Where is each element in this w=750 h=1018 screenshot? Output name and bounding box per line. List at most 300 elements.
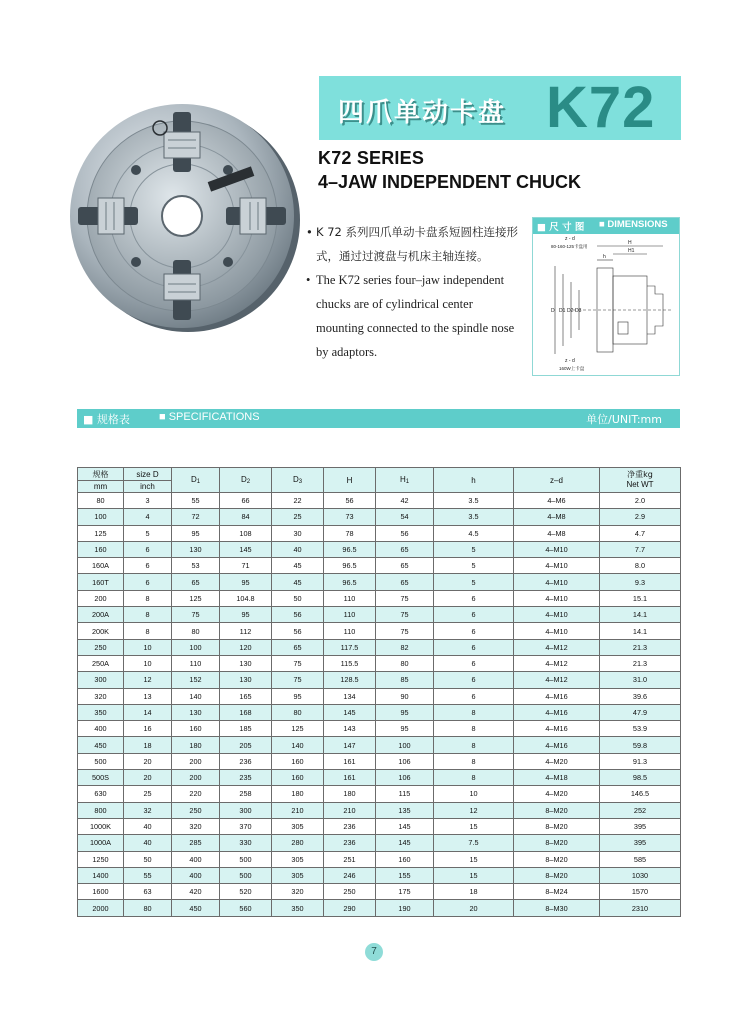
cell-d1: 140: [172, 688, 220, 704]
cell-h1: 145: [376, 818, 434, 834]
cell-d3: 210: [272, 802, 324, 818]
cell-hsmall: 3.5: [434, 493, 514, 509]
dim-label-D: D: [551, 308, 555, 314]
cell-d1: 125: [172, 590, 220, 606]
header-mm: mm: [78, 481, 124, 493]
cell-mm: 400: [78, 721, 124, 737]
cell-d1: 420: [172, 884, 220, 900]
cell-zd: 4–M16: [514, 688, 600, 704]
cell-h: 73: [324, 509, 376, 525]
cell-d1: 75: [172, 607, 220, 623]
cell-d2: 258: [220, 786, 272, 802]
cell-d1: 95: [172, 525, 220, 541]
cell-h: 236: [324, 835, 376, 851]
dim-label-bolt-bottom: 160W上卡盘: [559, 366, 585, 371]
cell-weight: 98.5: [600, 770, 681, 786]
cell-d3: 160: [272, 753, 324, 769]
cell-d2: 165: [220, 688, 272, 704]
cell-h: 110: [324, 590, 376, 606]
cell-h: 115.5: [324, 655, 376, 671]
cell-d1: 100: [172, 639, 220, 655]
cell-d3: 56: [272, 623, 324, 639]
cell-h1: 65: [376, 574, 434, 590]
cell-inch: 4: [124, 509, 172, 525]
cell-d1: 200: [172, 770, 220, 786]
cell-inch: 12: [124, 672, 172, 688]
cell-zd: 4–M16: [514, 721, 600, 737]
cell-mm: 200: [78, 590, 124, 606]
cell-d1: 72: [172, 509, 220, 525]
cell-mm: 300: [78, 672, 124, 688]
cell-zd: 4–M10: [514, 590, 600, 606]
cell-weight: 1570: [600, 884, 681, 900]
header-d2: $D_2$: [220, 468, 272, 493]
cell-h1: 90: [376, 688, 434, 704]
cell-mm: 350: [78, 704, 124, 720]
cell-hsmall: 6: [434, 672, 514, 688]
cell-mm: 250: [78, 639, 124, 655]
cell-h1: 106: [376, 753, 434, 769]
cell-d2: 130: [220, 655, 272, 671]
cell-h1: 155: [376, 867, 434, 883]
cell-d1: 65: [172, 574, 220, 590]
cell-h1: 190: [376, 900, 434, 916]
table-row: [78, 525, 681, 541]
cell-inch: 25: [124, 786, 172, 802]
cell-h: 145: [324, 704, 376, 720]
cell-mm: 1000K: [78, 818, 124, 834]
cell-h1: 65: [376, 541, 434, 557]
cell-weight: 53.9: [600, 721, 681, 737]
cell-zd: 8–M20: [514, 802, 600, 818]
cell-h: 143: [324, 721, 376, 737]
cell-inch: 40: [124, 835, 172, 851]
cell-weight: 59.8: [600, 737, 681, 753]
cell-zd: 8–M24: [514, 884, 600, 900]
table-row: [78, 574, 681, 590]
cell-d2: 500: [220, 867, 272, 883]
cell-h1: 175: [376, 884, 434, 900]
cell-hsmall: 15: [434, 867, 514, 883]
cell-zd: 4–M12: [514, 655, 600, 671]
dimensions-panel: [532, 217, 680, 376]
cell-d3: 56: [272, 607, 324, 623]
cell-mm: 500S: [78, 770, 124, 786]
table-row: [78, 623, 681, 639]
model-code: K72: [546, 75, 656, 140]
specifications-header-bar: [77, 409, 680, 428]
cell-mm: 1250: [78, 851, 124, 867]
specifications-label-english: ■ SPECIFICATIONS: [159, 411, 260, 423]
page-number: 7: [365, 943, 383, 961]
cell-inch: 8: [124, 607, 172, 623]
cell-weight: 21.3: [600, 639, 681, 655]
cell-d3: 75: [272, 672, 324, 688]
cell-d1: 55: [172, 493, 220, 509]
cell-zd: 4–M8: [514, 525, 600, 541]
cell-mm: 800: [78, 802, 124, 818]
cell-d3: 125: [272, 721, 324, 737]
table-row: [78, 884, 681, 900]
cell-d2: 104.8: [220, 590, 272, 606]
cell-d3: 80: [272, 704, 324, 720]
cell-hsmall: 6: [434, 607, 514, 623]
cell-zd: 8–M20: [514, 835, 600, 851]
cell-inch: 8: [124, 623, 172, 639]
cell-inch: 13: [124, 688, 172, 704]
cell-h1: 106: [376, 770, 434, 786]
cell-inch: 10: [124, 639, 172, 655]
cell-d2: 560: [220, 900, 272, 916]
cell-inch: 50: [124, 851, 172, 867]
cell-d3: 22: [272, 493, 324, 509]
cell-h: 161: [324, 770, 376, 786]
cell-weight: 14.1: [600, 607, 681, 623]
cell-zd: 8–M20: [514, 867, 600, 883]
cell-d3: 305: [272, 818, 324, 834]
dim-label-D3: D3: [575, 308, 582, 314]
cell-h: 96.5: [324, 541, 376, 557]
cell-d1: 220: [172, 786, 220, 802]
dim-label-H1: H1: [628, 248, 635, 254]
cell-h1: 145: [376, 835, 434, 851]
cell-d3: 40: [272, 541, 324, 557]
table-header: [78, 468, 681, 493]
cell-mm: 200A: [78, 607, 124, 623]
unit-label: 单位/UNIT:mm: [586, 413, 662, 426]
table-row: [78, 655, 681, 671]
cell-d2: 168: [220, 704, 272, 720]
cell-weight: 146.5: [600, 786, 681, 802]
dimensions-label-chinese: ■ 尺 寸 图: [537, 222, 585, 233]
cell-mm: 1000A: [78, 835, 124, 851]
cell-weight: 2.9: [600, 509, 681, 525]
cell-d2: 235: [220, 770, 272, 786]
cell-zd: 4–M18: [514, 770, 600, 786]
header-spec: 规格: [78, 468, 124, 481]
cell-d2: 112: [220, 623, 272, 639]
dim-label-h: h: [603, 254, 606, 260]
cell-inch: 6: [124, 541, 172, 557]
cell-hsmall: 6: [434, 639, 514, 655]
cell-d1: 130: [172, 704, 220, 720]
table-row: [78, 721, 681, 737]
cell-d2: 300: [220, 802, 272, 818]
cell-d2: 205: [220, 737, 272, 753]
cell-weight: 2310: [600, 900, 681, 916]
series-title: K72 SERIES: [318, 148, 425, 168]
cell-h1: 100: [376, 737, 434, 753]
cell-zd: 4–M8: [514, 509, 600, 525]
cell-hsmall: 4.5: [434, 525, 514, 541]
cell-weight: 585: [600, 851, 681, 867]
cell-h1: 160: [376, 851, 434, 867]
header-inch: inch: [124, 481, 172, 493]
header-weight-en: Net WT: [626, 480, 654, 489]
cell-hsmall: 5: [434, 541, 514, 557]
cell-inch: 80: [124, 900, 172, 916]
specifications-table: [77, 467, 681, 917]
cell-d2: 330: [220, 835, 272, 851]
cell-d2: 71: [220, 558, 272, 574]
cell-h: 56: [324, 493, 376, 509]
cell-h: 110: [324, 607, 376, 623]
cell-d3: 75: [272, 655, 324, 671]
cell-hsmall: 6: [434, 590, 514, 606]
table-row: [78, 590, 681, 606]
cell-zd: 4–M10: [514, 623, 600, 639]
cell-zd: 4–M10: [514, 607, 600, 623]
cell-d2: 145: [220, 541, 272, 557]
cell-h: 128.5: [324, 672, 376, 688]
cell-hsmall: 6: [434, 655, 514, 671]
cell-mm: 2000: [78, 900, 124, 916]
product-title: 4–JAW INDEPENDENT CHUCK: [318, 172, 582, 192]
cell-zd: 8–M30: [514, 900, 600, 916]
cell-weight: 1030: [600, 867, 681, 883]
header-size: size D: [124, 468, 172, 481]
cell-zd: 8–M20: [514, 851, 600, 867]
cell-h: 236: [324, 818, 376, 834]
cell-h1: 42: [376, 493, 434, 509]
cell-mm: 100: [78, 509, 124, 525]
cell-h: 290: [324, 900, 376, 916]
cell-h1: 115: [376, 786, 434, 802]
cell-weight: 395: [600, 835, 681, 851]
cell-d2: 236: [220, 753, 272, 769]
cell-inch: 32: [124, 802, 172, 818]
cell-hsmall: 3.5: [434, 509, 514, 525]
description-chinese-text: K 72 系列四爪单动卡盘系短圆柱连接形式，通过过渡盘与机床主轴连接。: [316, 225, 518, 263]
table-row: [78, 770, 681, 786]
cell-d1: 250: [172, 802, 220, 818]
chuck-product-image: [58, 92, 306, 344]
header-zd: z–d: [514, 468, 600, 493]
dim-label-D1: D1: [559, 308, 566, 314]
cell-h: 180: [324, 786, 376, 802]
cell-h1: 82: [376, 639, 434, 655]
cell-d3: 95: [272, 688, 324, 704]
table-row: [78, 753, 681, 769]
cell-hsmall: 5: [434, 574, 514, 590]
cell-mm: 630: [78, 786, 124, 802]
cell-h: 251: [324, 851, 376, 867]
bullet-icon: •: [306, 225, 313, 239]
header-d3: $D_3$: [272, 468, 324, 493]
cell-d1: 180: [172, 737, 220, 753]
header-weight: [600, 468, 681, 493]
cell-hsmall: 8: [434, 737, 514, 753]
cell-h1: 56: [376, 525, 434, 541]
dimensions-label-english: ■ DIMENSIONS: [599, 219, 668, 230]
cell-h: 78: [324, 525, 376, 541]
cell-mm: 1600: [78, 884, 124, 900]
cell-d1: 53: [172, 558, 220, 574]
dim-label-zd-top: z - d: [565, 236, 575, 242]
cell-d1: 400: [172, 867, 220, 883]
cell-d1: 110: [172, 655, 220, 671]
cell-zd: 4–M12: [514, 672, 600, 688]
cell-d2: 520: [220, 884, 272, 900]
cell-h: 161: [324, 753, 376, 769]
table-row: [78, 672, 681, 688]
cell-d3: 280: [272, 835, 324, 851]
cell-weight: 39.6: [600, 688, 681, 704]
cell-mm: 320: [78, 688, 124, 704]
cell-d3: 25: [272, 509, 324, 525]
cell-inch: 16: [124, 721, 172, 737]
header-h-small: h: [434, 468, 514, 493]
cell-mm: 200K: [78, 623, 124, 639]
cell-hsmall: 8: [434, 770, 514, 786]
cell-inch: 20: [124, 753, 172, 769]
table-row: [78, 802, 681, 818]
cell-inch: 8: [124, 590, 172, 606]
cell-mm: 1400: [78, 867, 124, 883]
dim-label-bolt-top: 80-160-125卡盘用: [551, 244, 588, 249]
cell-d3: 160: [272, 770, 324, 786]
dim-label-zd-bottom: z - d: [565, 358, 575, 364]
cell-h1: 85: [376, 672, 434, 688]
cell-d2: 500: [220, 851, 272, 867]
table-row: [78, 607, 681, 623]
cell-zd: 4–M16: [514, 704, 600, 720]
cell-d2: 66: [220, 493, 272, 509]
cell-d1: 130: [172, 541, 220, 557]
cell-weight: 7.7: [600, 541, 681, 557]
cell-d1: 80: [172, 623, 220, 639]
description-english-text: The K72 series four–jaw independent chucks are of cylindrical center mounting connected to the spindle nose by adaptors.: [316, 273, 515, 359]
table-row: [78, 786, 681, 802]
cell-h1: 95: [376, 721, 434, 737]
cell-hsmall: 7.5: [434, 835, 514, 851]
cell-d3: 140: [272, 737, 324, 753]
cell-weight: 2.0: [600, 493, 681, 509]
cell-d3: 30: [272, 525, 324, 541]
cell-weight: 9.3: [600, 574, 681, 590]
cell-h: 147: [324, 737, 376, 753]
cell-mm: 450: [78, 737, 124, 753]
description-chinese: [306, 220, 521, 268]
table-row: [78, 541, 681, 557]
cell-d3: 65: [272, 639, 324, 655]
cell-h1: 75: [376, 607, 434, 623]
cell-mm: 80: [78, 493, 124, 509]
cell-h: 134: [324, 688, 376, 704]
cell-d3: 305: [272, 867, 324, 883]
cell-hsmall: 15: [434, 851, 514, 867]
cell-d3: 180: [272, 786, 324, 802]
cell-d3: 50: [272, 590, 324, 606]
cell-d2: 95: [220, 607, 272, 623]
cell-h1: 135: [376, 802, 434, 818]
cell-hsmall: 8: [434, 721, 514, 737]
specifications-label-chinese: ■ 规格表: [83, 413, 130, 426]
table-row: [78, 818, 681, 834]
cell-inch: 14: [124, 704, 172, 720]
table-row: [78, 867, 681, 883]
cell-mm: 250A: [78, 655, 124, 671]
table-row: [78, 900, 681, 916]
cell-weight: 252: [600, 802, 681, 818]
cell-h: 210: [324, 802, 376, 818]
dimension-drawing: [533, 234, 679, 375]
cell-h1: 75: [376, 623, 434, 639]
cell-mm: 125: [78, 525, 124, 541]
cell-mm: 160T: [78, 574, 124, 590]
cell-inch: 10: [124, 655, 172, 671]
cell-hsmall: 18: [434, 884, 514, 900]
cell-d1: 285: [172, 835, 220, 851]
cell-d1: 200: [172, 753, 220, 769]
cell-zd: 4–M20: [514, 786, 600, 802]
header-d1: $D_1$: [172, 468, 220, 493]
cell-weight: 4.7: [600, 525, 681, 541]
cell-inch: 3: [124, 493, 172, 509]
bullet-icon: •: [306, 273, 311, 287]
cell-d2: 370: [220, 818, 272, 834]
cell-d2: 84: [220, 509, 272, 525]
table-row: [78, 835, 681, 851]
cell-d3: 320: [272, 884, 324, 900]
cell-d2: 95: [220, 574, 272, 590]
cell-h: 246: [324, 867, 376, 883]
cell-h1: 75: [376, 590, 434, 606]
cell-hsmall: 8: [434, 753, 514, 769]
header-h: H: [324, 468, 376, 493]
table-body: [78, 493, 681, 917]
cell-hsmall: 8: [434, 704, 514, 720]
cell-hsmall: 10: [434, 786, 514, 802]
cell-hsmall: 20: [434, 900, 514, 916]
header-weight-cn: 净重kg: [627, 470, 653, 479]
cell-d2: 130: [220, 672, 272, 688]
cell-d1: 152: [172, 672, 220, 688]
cell-zd: 4–M10: [514, 541, 600, 557]
cell-inch: 18: [124, 737, 172, 753]
cell-h1: 65: [376, 558, 434, 574]
cell-h1: 54: [376, 509, 434, 525]
header-h1: $H_1$: [376, 468, 434, 493]
cell-zd: 4–M10: [514, 558, 600, 574]
cell-hsmall: 5: [434, 558, 514, 574]
cell-zd: 4–M10: [514, 574, 600, 590]
cell-h1: 80: [376, 655, 434, 671]
cell-h: 96.5: [324, 574, 376, 590]
cell-d2: 120: [220, 639, 272, 655]
cell-zd: 4–M12: [514, 639, 600, 655]
cell-weight: 14.1: [600, 623, 681, 639]
dim-label-D2: D2: [567, 308, 574, 314]
cell-weight: 8.0: [600, 558, 681, 574]
table-row: [78, 688, 681, 704]
cell-inch: 6: [124, 558, 172, 574]
cell-hsmall: 12: [434, 802, 514, 818]
title-chinese: 四爪单动卡盘: [338, 98, 507, 128]
cell-weight: 47.9: [600, 704, 681, 720]
dimensions-header: [533, 218, 679, 234]
cell-d1: 450: [172, 900, 220, 916]
cell-hsmall: 15: [434, 818, 514, 834]
cell-h1: 95: [376, 704, 434, 720]
cell-h: 110: [324, 623, 376, 639]
cell-inch: 40: [124, 818, 172, 834]
table-row: [78, 558, 681, 574]
cell-d3: 45: [272, 574, 324, 590]
table-row: [78, 851, 681, 867]
cell-d2: 185: [220, 721, 272, 737]
cell-mm: 160A: [78, 558, 124, 574]
